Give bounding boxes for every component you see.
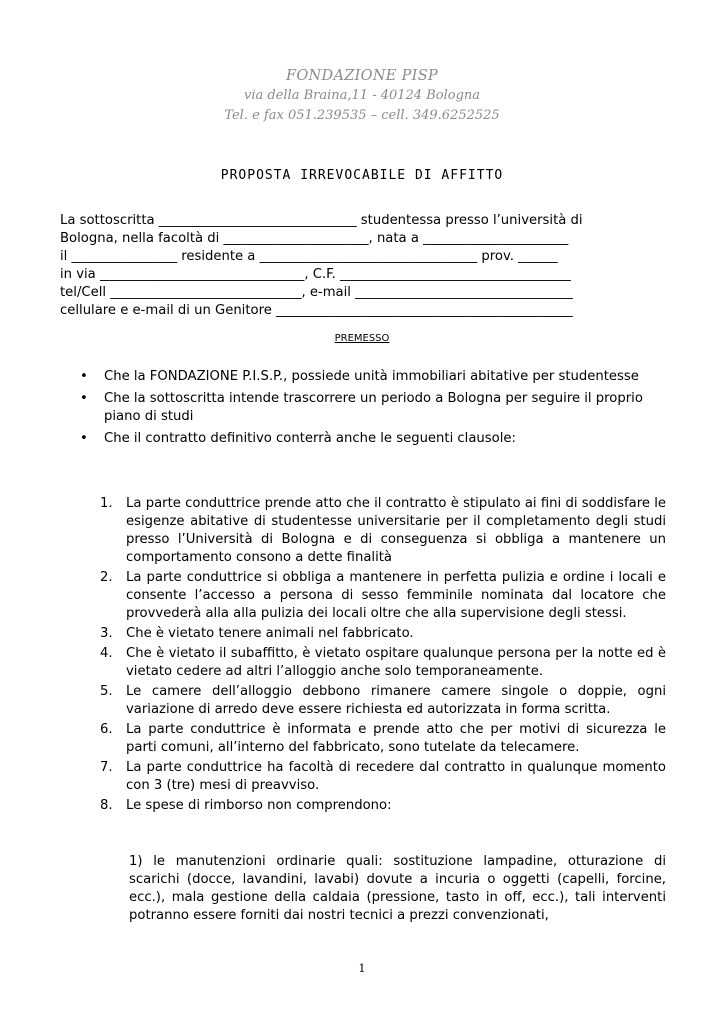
intro-line: tel/Cell _____________________________, e-mail _________________________________: [60, 285, 573, 300]
clause-item: [100, 625, 666, 643]
clause-item: [100, 645, 666, 681]
clause-number: 4.: [100, 646, 113, 661]
clause-text: La parte conduttrice ha facoltà di recedere dal contratto in qualunque momento con 3 (tre) mesi di preavviso.: [126, 760, 666, 793]
clause-text: Che è vietato tenere animali nel fabbricato.: [126, 626, 414, 641]
list-item: [80, 430, 670, 448]
intro-line: Bologna, nella facoltà di ______________________, nata a ______________________: [60, 231, 569, 246]
clause-item: [100, 683, 666, 719]
intro-line: La sottoscritta ______________________________ studentessa presso l’università di: [60, 213, 583, 228]
intro-line: il ________________ residente a _________________________________ prov. ______: [60, 249, 558, 264]
intro-line: in via _______________________________, C.F. ___________________________________: [60, 267, 571, 282]
clause-text: La parte conduttrice prende atto che il contratto è stipulato ai fini di soddisfare le esigenze abitative di studentesse universitarie per il completamento degli studi presso l’Università di Bologna e di conseguenza si obbliga a mantenere un comportamento consono a dette finalità: [126, 496, 666, 565]
letterhead: [0, 66, 724, 126]
bullet-icon: •: [80, 431, 88, 446]
clause-item: [100, 721, 666, 757]
clause-text: Le camere dell’alloggio debbono rimanere camere singole o doppie, ogni variazione di arredo deve essere richiesta ed autorizzata in forma scritta.: [126, 684, 666, 717]
list-item: [80, 390, 670, 426]
list-item-text: Che la sottoscritta intende trascorrere un periodo a Bologna per seguire il proprio piano di studi: [104, 391, 643, 424]
premise-list: [80, 368, 670, 452]
clause-number: 3.: [100, 626, 113, 641]
list-item-text: Che la FONDAZIONE P.I.S.P., possiede unità immobiliari abitative per studentesse: [104, 369, 639, 384]
document-title: PROPOSTA IRREVOCABILE DI AFFITTO: [220, 168, 504, 183]
subclause-text: 1) le manutenzioni ordinarie quali: sostituzione lampadine, otturazione di scarichi (docce, lavandini, lavabi) dovute a incuria o oggetti (capelli, forcine, ecc.), mala gestione della caldaia (pressione, tasto in off, ecc.), tali interventi potranno essere forniti dai nostri tecnici a prezzi convenzionati,: [129, 854, 666, 923]
clause-item: [100, 495, 666, 567]
clause-number: 1.: [100, 496, 113, 511]
clause-number: 2.: [100, 570, 113, 585]
premesso-heading: PREMESSO: [334, 333, 390, 344]
foundation-address: via della Braina,11 - 40124 Bologna: [243, 88, 481, 103]
foundation-name: FONDAZIONE PISP: [286, 68, 438, 84]
clause-number: 6.: [100, 722, 113, 737]
bullet-icon: •: [80, 369, 88, 384]
clauses-list: [100, 495, 666, 817]
clause-item: [100, 569, 666, 623]
intro-line: cellulare e e-mail di un Genitore _____________________________________________: [60, 303, 573, 318]
clause-number: 8.: [100, 798, 113, 813]
list-item-text: Che il contratto definitivo conterrà anche le seguenti clausole:: [104, 431, 516, 446]
clause-item: [100, 759, 666, 795]
list-item: [80, 368, 670, 386]
foundation-contacts: Tel. e fax 051.239535 – cell. 349.6252525: [224, 108, 500, 123]
page-number: 1: [358, 962, 366, 975]
clause-text: La parte conduttrice si obbliga a mantenere in perfetta pulizia e ordine i locali e consente l’accesso a persona di sesso femminile nominata dal locatore che provvederà alla alla pulizia dei locali oltre che alla supervisione degli stessi.: [126, 570, 666, 621]
clause-text: Che è vietato il subaffitto, è vietato ospitare qualunque persona per la notte ed è vietato cedere ad altri l’alloggio anche solo temporaneamente.: [126, 646, 666, 679]
clause-number: 5.: [100, 684, 113, 699]
clause-item: [100, 797, 666, 815]
clause-text: Le spese di rimborso non comprendono:: [126, 798, 392, 813]
clause-number: 7.: [100, 760, 113, 775]
intro-form: [60, 212, 670, 320]
clause-text: La parte conduttrice è informata e prende atto che per motivi di sicurezza le parti comuni, all’interno del fabbricato, sono tutelate da telecamere.: [126, 722, 666, 755]
bullet-icon: •: [80, 391, 88, 406]
